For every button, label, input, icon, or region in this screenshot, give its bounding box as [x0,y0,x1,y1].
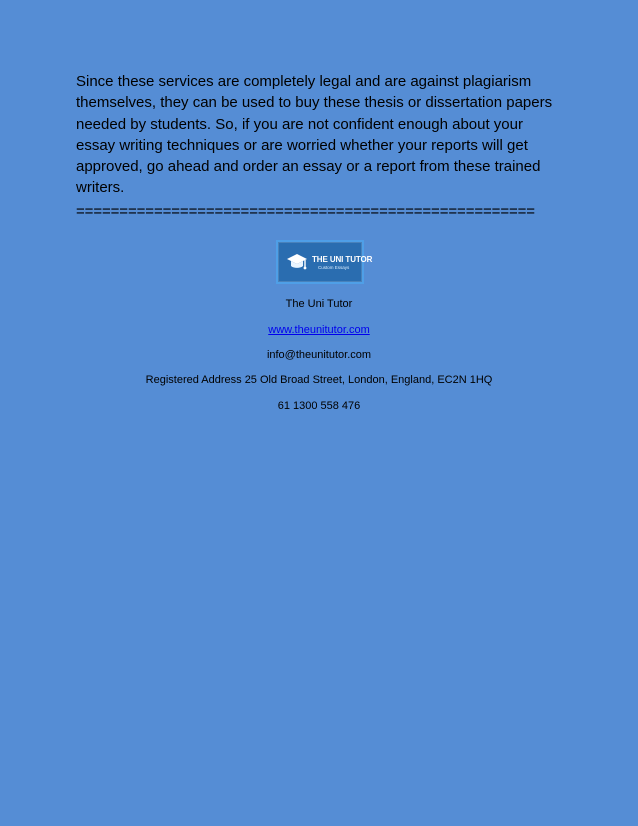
separator-line: ===================================================== [76,203,535,220]
body-paragraph: Since these services are completely legal and are against plagiarism themselves, they can be used to buy these thesis or dissertation papers needed by students. So, if you are not confident enough about your essay writing techniques or are worried whether your reports will get approved, go ahead and order an essay or a report from these trained writers. [76,73,553,197]
logo-title: THE UNI TUTOR [312,255,373,264]
company-name: The Uni Tutor [285,298,353,310]
company-logo [276,240,373,284]
phone-number: 61 1300 558 476 [277,400,361,412]
registered-address: Registered Address 25 Old Broad Street, London, England, EC2N 1HQ [145,374,493,386]
website-link[interactable]: www.theunitutor.com [268,324,370,336]
website-line [0,324,638,337]
email-address: info@theunitutor.com [266,349,372,361]
graduation-cap-icon [285,250,309,274]
logo-tagline: Custom Essays [318,265,350,270]
